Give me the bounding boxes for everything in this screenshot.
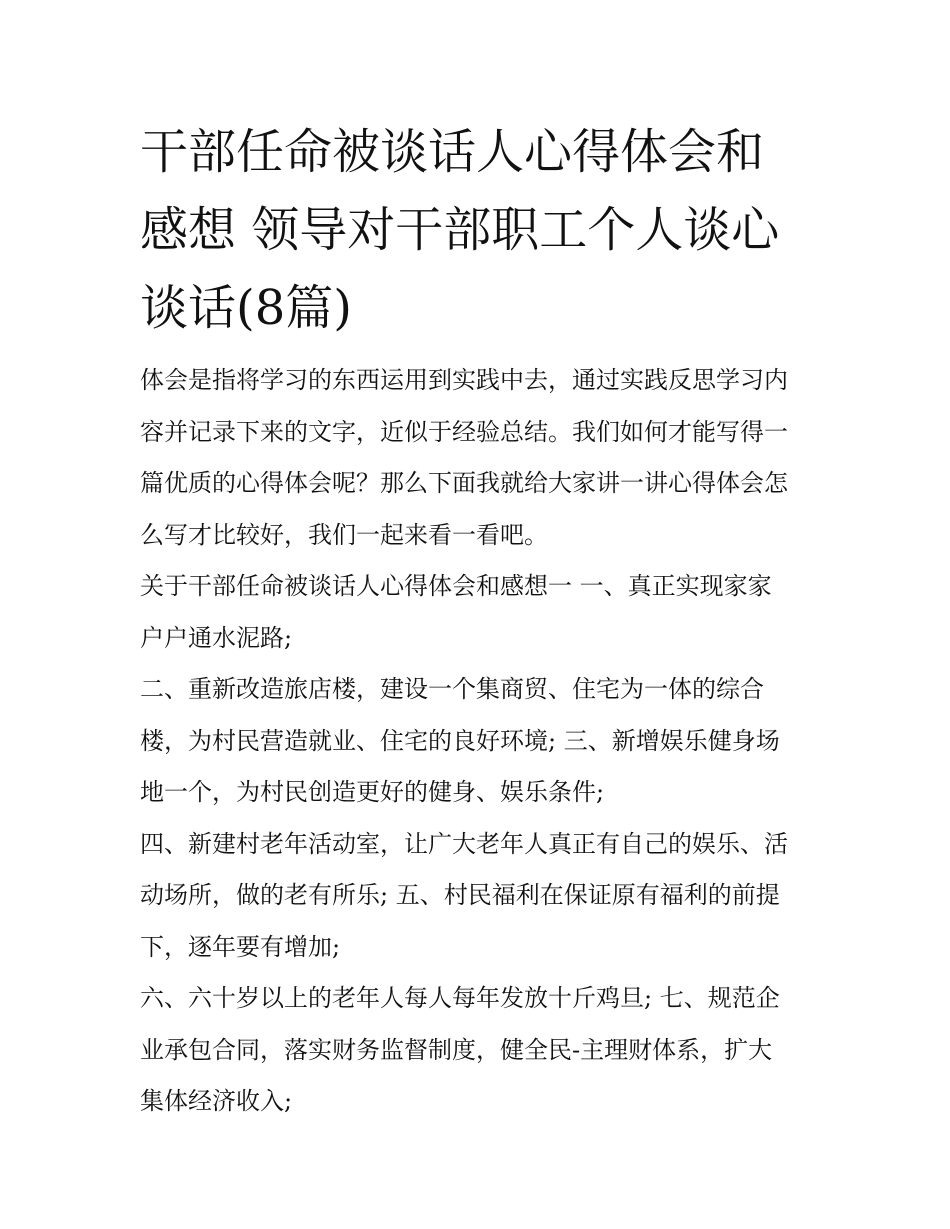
body-line: 动场所，做的老有所乐; 五、村民福利在保证原有福利的前提 (140, 881, 780, 909)
body-text (140, 355, 820, 1128)
body-line: 篇优质的心得体会呢？那么下面我就给大家讲一讲心得体会怎 (140, 469, 788, 497)
body-line: 集体经济收入; (140, 1087, 293, 1115)
title-line-1: 干部任命被谈话人心得体会和 (140, 124, 765, 180)
body-line: 容并记录下来的文字，近似于经验总结。我们如何才能写得一 (140, 417, 788, 446)
body-line: 下，逐年要有增加; (140, 932, 341, 961)
title-line-2: 感想 领导对干部职工个人谈心 (140, 202, 780, 258)
page-title (140, 113, 820, 347)
title-line-3: 谈话(8篇) (140, 280, 352, 336)
body-line: 地一个，为村民创造更好的健身、娱乐条件; (140, 778, 605, 806)
body-line: 四、新建村老年活动室，让广大老年人真正有自己的娱乐、活 (140, 829, 788, 858)
body-line: 户户通水泥路; (140, 623, 293, 652)
body-line: 业承包合同，落实财务监督制度，健全民-主理财体系，扩大 (140, 1035, 773, 1064)
body-line: 体会是指将学习的东西运用到实践中去，通过实践反思学习内 (140, 366, 788, 394)
body-line: 二、重新改造旅店楼，建设一个集商贸、住宅为一体的综合 (140, 675, 764, 703)
body-line: 关于干部任命被谈话人心得体会和感想一 一、真正实现家家 (140, 572, 772, 600)
body-line: 么写才比较好，我们一起来看一看吧。 (140, 520, 548, 549)
body-line: 楼，为村民营造就业、住宅的良好环境; 三、新增娱乐健身场 (140, 726, 780, 755)
body-line: 六、六十岁以上的老年人每人每年发放十斤鸡旦; 七、规范企 (140, 984, 780, 1012)
